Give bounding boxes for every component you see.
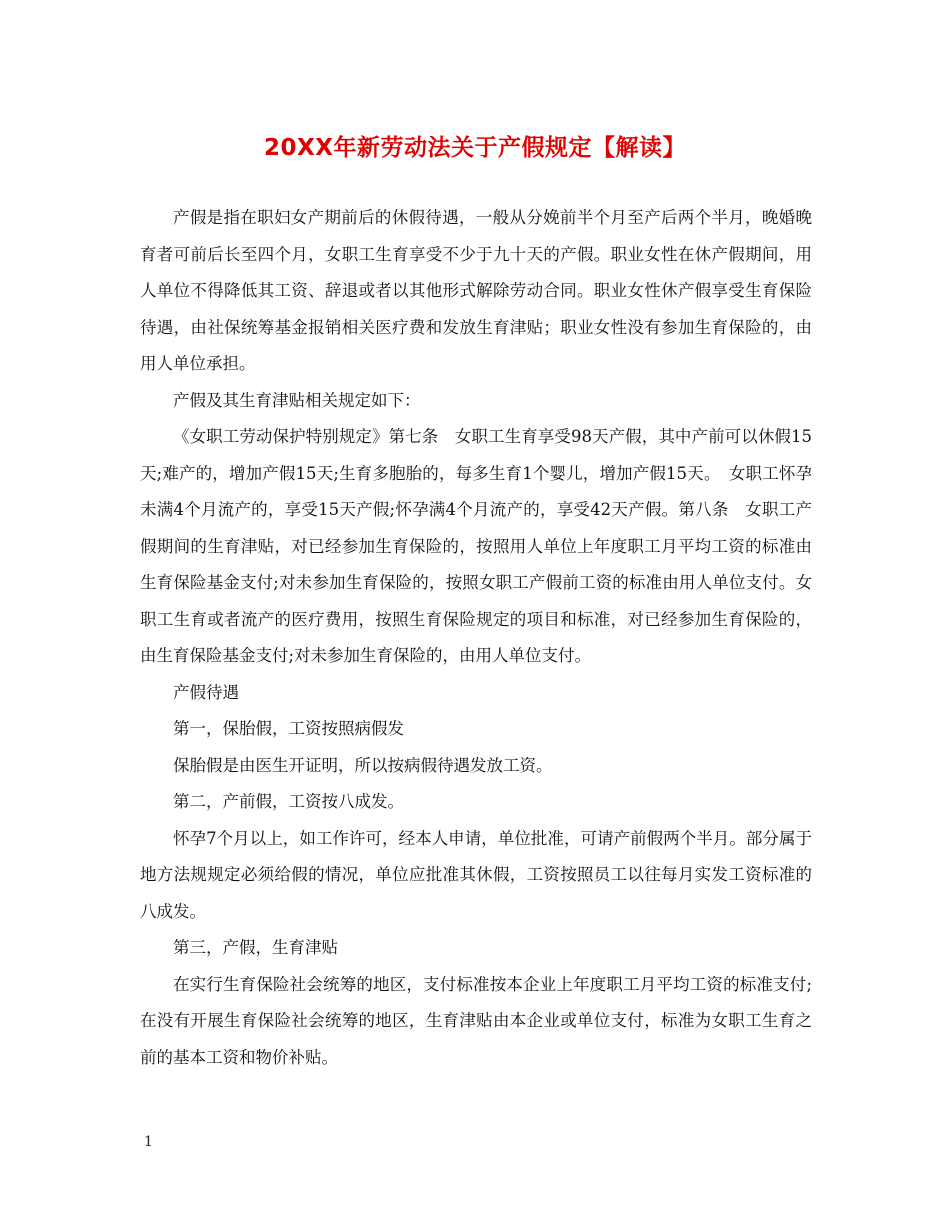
document-body (140, 200, 812, 1076)
paragraph-item-two-text: 怀孕7个月以上，如工作许可，经本人申请，单位批准，可请产前假两个半月。部分属于地方法规规定必须给假的情况，单位应批准其休假，工资按照员工以往每月实发工资标准的八成发。 (140, 828, 812, 921)
paragraph-benefits-heading: 产假待遇 (173, 682, 239, 702)
paragraph-regulation: 《女职工劳动保护特别规定》第七条 女职工生育享受98天产假，其中产前可以休假15天;难产的，增加产假15天;生育多胞胎的，每多生育1个婴儿，增加产假15天。 女职工怀孕未满4个月流产的，享受15天产假;怀孕满4个月流产的，享受42天产假。第八条 女职工产假期间的生育津贴，对已经参加生育保险的，按照用人单位上年度职工月平均工资的标准由生育保险基金支付;对未参加生育保险的，按照女职工产假前工资的标准由用人单位支付。女职工生育或者流产的医疗费用，按照生育保险规定的项目和标准，对已经参加生育保险的，由生育保险基金支付;对未参加生育保险的，由用人单位支付。 (140, 427, 812, 665)
paragraph-rules-heading: 产假及其生育津贴相关规定如下： (173, 390, 421, 410)
document-title: 20XX年新劳动法关于产假规定【解读】 (264, 135, 686, 161)
paragraph-item-three-heading: 第三，产假，生育津贴 (173, 938, 338, 957)
paragraph-item-one-heading: 第一，保胎假，工资按照病假发 (173, 719, 404, 738)
page-number: 1 (144, 1134, 153, 1150)
paragraph-item-two-heading: 第二，产前假，工资按八成发。 (173, 792, 404, 811)
paragraph-item-three-text: 在实行生育保险社会统筹的地区，支付标准按本企业上年度职工月平均工资的标准支付;在没有开展生育保险社会统筹的地区，生育津贴由本企业或单位支付，标准为女职工生育之前的基本工资和物价补贴。 (140, 974, 812, 1067)
paragraph-intro: 产假是指在职妇女产期前后的休假待遇，一般从分娩前半个月至产后两个半月，晚婚晚育者可前后长至四个月，女职工生育享受不少于九十天的产假。职业女性在休产假期间，用人单位不得降低其工资、辞退或者以其他形式解除劳动合同。职业女性休产假享受生育保险待遇，由社保统筹基金报销相关医疗费和发放生育津贴；职业女性没有参加生育保险的，由用人单位承担。 (140, 208, 812, 373)
paragraph-item-one-text: 保胎假是由医生开证明，所以按病假待遇发放工资。 (173, 755, 553, 775)
